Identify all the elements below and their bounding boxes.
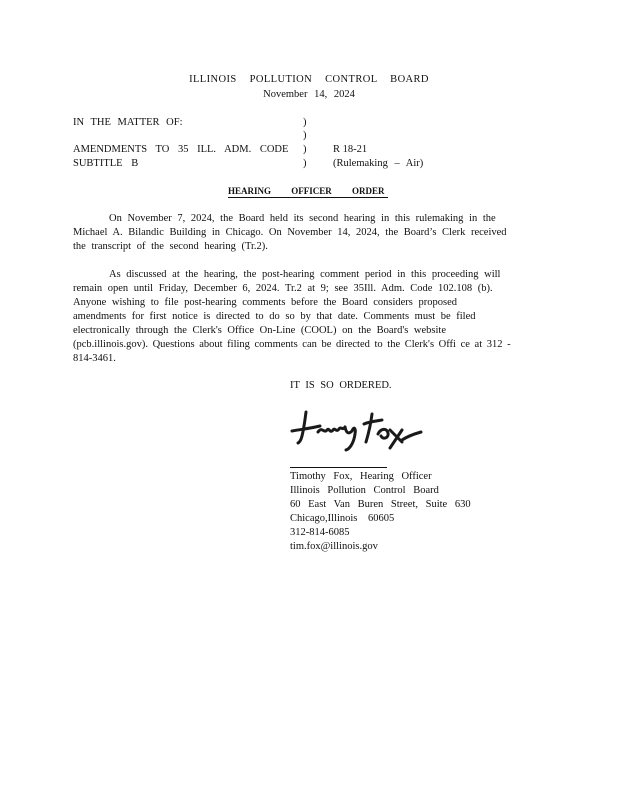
order-title: HEARING OFFICER ORDER <box>228 186 388 198</box>
docket-number: R 18-21 <box>333 144 368 155</box>
caption-amendments: AMENDMENTS TO 35 ILL. ADM. CODE <box>73 144 289 155</box>
rulemaking-type: (Rulemaking – Air) <box>333 158 424 169</box>
para2-line: remain open until Friday, December 6, 2024. Tr.2 at 9; see 35Ill. Adm. Code 102.108 (b). <box>73 283 493 294</box>
para2-line: amendments for first notice is directed to do so by that date. Comments must be filed <box>73 311 476 322</box>
handwritten-signature <box>286 404 431 460</box>
caption-paren-3: ) <box>303 144 307 155</box>
signer-street: 60 East Van Buren Street, Suite 630 <box>290 499 471 510</box>
order-date: November 14, 2024 <box>263 89 355 100</box>
para2-line: electronically through the Clerk's Office On-Line (COOL) on the Board's website <box>73 325 446 336</box>
para2-line: Anyone wishing to file post-hearing comments before the Board considers proposed <box>73 297 458 308</box>
signer-org: Illinois Pollution Control Board <box>290 485 439 496</box>
closing-statement: IT IS SO ORDERED. <box>290 380 392 391</box>
signer-name-title: Timothy Fox, Hearing Officer <box>290 471 432 482</box>
caption-paren-1: ) <box>303 117 307 128</box>
para2-line: 814-3461. <box>73 353 116 364</box>
caption-paren-2: ) <box>303 130 307 141</box>
signer-email: tim.fox@illinois.gov <box>290 541 378 552</box>
para1-line: Michael A. Bilandic Building in Chicago. On November 14, 2024, the Board’s Clerk received <box>73 227 507 238</box>
signature-line <box>290 467 387 468</box>
para1-line: the transcript of the second hearing (Tr.2). <box>73 241 268 252</box>
para2-line: As discussed at the hearing, the post-hearing comment period in this proceeding will <box>109 269 501 280</box>
para2-line: (pcb.illinois.gov). Questions about filing comments can be directed to the Clerk's Offi ce at 312 - <box>73 339 511 350</box>
para1-line: On November 7, 2024, the Board held its second hearing in this rulemaking in the <box>109 213 496 224</box>
caption-subtitle: SUBTITLE B <box>73 158 139 169</box>
caption-matter: IN THE MATTER OF: <box>73 117 183 128</box>
signer-city: Chicago,Illinois 60605 <box>290 513 395 524</box>
signer-phone: 312-814-6085 <box>290 527 350 538</box>
caption-paren-4: ) <box>303 158 307 169</box>
board-name: ILLINOIS POLLUTION CONTROL BOARD <box>189 74 429 85</box>
